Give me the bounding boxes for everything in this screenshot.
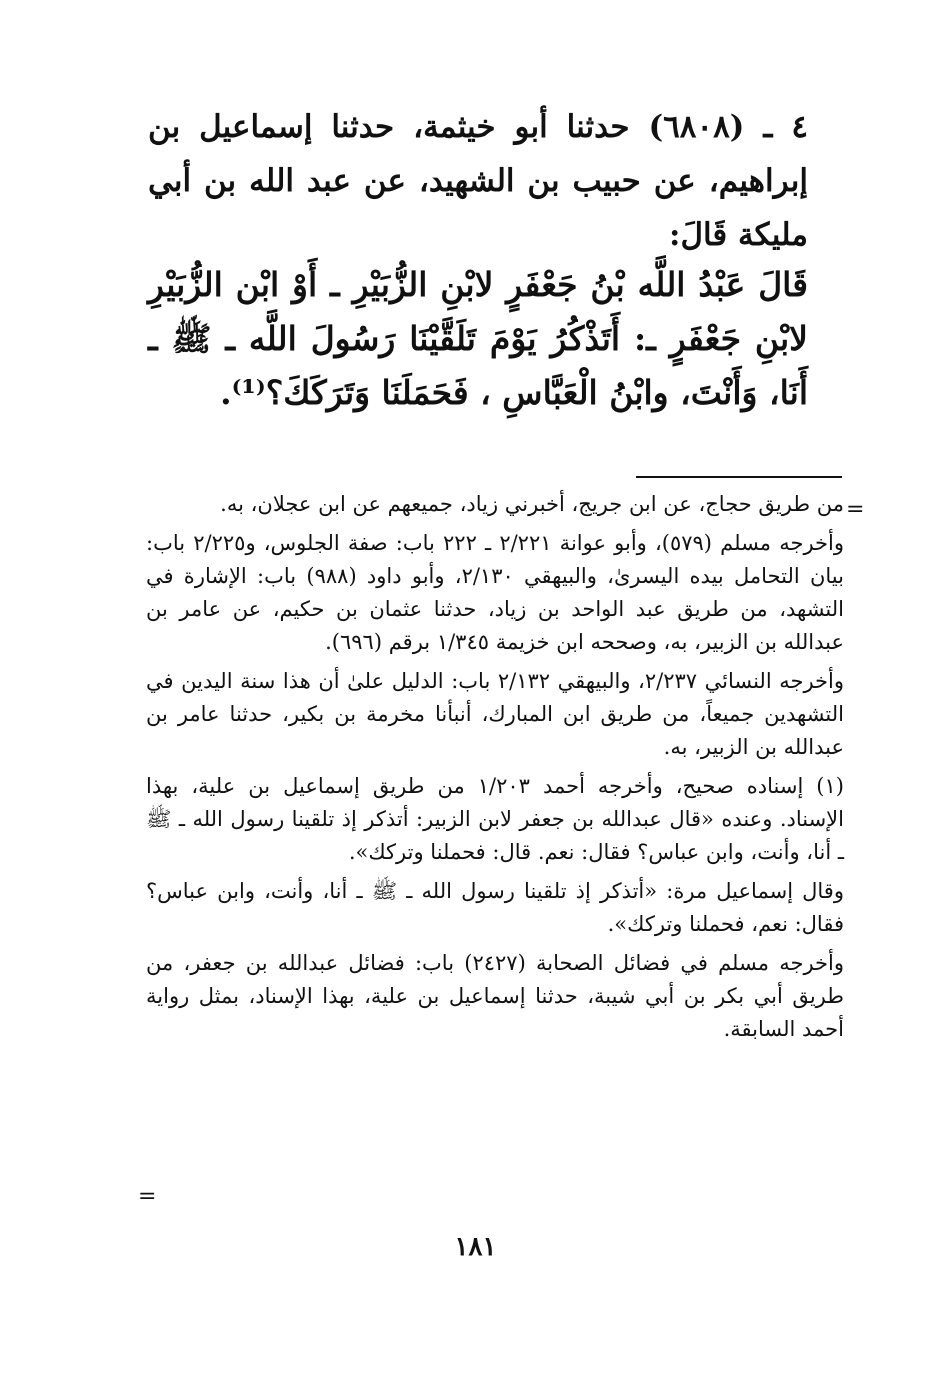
footnote-paragraph: وأخرجه مسلم (٥٧٩)، وأبو عوانة ٢/٢٢١ ـ ٢٢٢ باب: صفة الجلوس، و٢/٢٢٥ باب: بيان التحامل بيده اليسرىٰ، والبيهقي ٢/١٣٠، وأبو داود (٩٨٨) باب: الإشارة في التشهد، من طريق عبد الواحد بن زياد، حدثنا عثمان بن حكيم، عن عامر بن عبدالله بن الزبير، به، وصححه ابن خزيمة ١/٣٤٥ برقم (٦٩٦).: [146, 531, 844, 654]
continuation-mark-start: =: [846, 497, 865, 522]
footnote-paragraph: وأخرجه النسائي ٢/٢٣٧، والبيهقي ٢/١٣٢ باب: الدليل علىٰ أن هذا سنة اليدين في التشهدين جميعاً، من طريق ابن المبارك، أنبأنا مخرمة بن بكير، حدثنا عامر بن عبدالله بن الزبير، به.: [146, 669, 845, 759]
hadith-chain: ٤ ـ (٦٨٠٨) حدثنا أبو خيثمة، حدثنا إسماعيل بن إبراهيم، عن حبيب بن الشهيد، عن عبد الله بن أبي مليكة قَالَ:: [148, 109, 808, 253]
footnote-paragraph: (١) إسناده صحيح، وأخرجه أحمد ١/٢٠٣ من طريق إسماعيل بن علية، بهذا الإسناد. وعنده «قال عبدالله بن جعفر لابن الزبير: أتذكر إذ تلقينا رسول الله ـ ﷺ ـ أنا، وأنت، وابن عباس؟ فقال: نعم. قال: فحملنا وتركك».: [146, 774, 844, 864]
hadith-text: قَالَ عَبْدُ اللَّه بْنُ جَعْفَرٍ لابْنِ الزُّبَيْرِ ـ أَوْ ابْن الزُّبَيْرِ لابْنِ جَعْفَرٍ ـ: أَتَذْكُرُ يَوْمَ تَلَقَّيْنَا رَسُولَ اللَّه ـ ﷺ ـ أَنَا، وَأَنْتَ، وابْنُ الْعَبَّاسِ ، فَحَمَلَنَا وَتَرَكَكَ؟⁽¹⁾.: [148, 265, 808, 412]
footnote-divider: [636, 476, 842, 478]
footnote-paragraph: وقال إسماعيل مرة: «أتذكر إذ تلقينا رسول الله ـ ﷺ ـ أنا، وأنت، وابن عباس؟ فقال: نعم، فحملنا وتركك».: [146, 879, 844, 936]
page-number: ١٨١: [454, 1232, 497, 1262]
footnote-paragraph: وأخرجه مسلم في فضائل الصحابة (٢٤٢٧) باب: فضائل عبدالله بن جعفر، من طريق أبي بكر بن أبي شيبة، حدثنا إسماعيل بن علية، بهذا الإسناد، بمثل رواية أحمد السابقة.: [146, 951, 844, 1041]
continuation-mark-end: =: [138, 1184, 157, 1209]
footnote-paragraph: من طريق حجاج، عن ابن جريج، أخبرني زياد، جميعهم عن ابن عجلان، به.: [220, 492, 844, 516]
footnotes: [146, 488, 844, 1052]
